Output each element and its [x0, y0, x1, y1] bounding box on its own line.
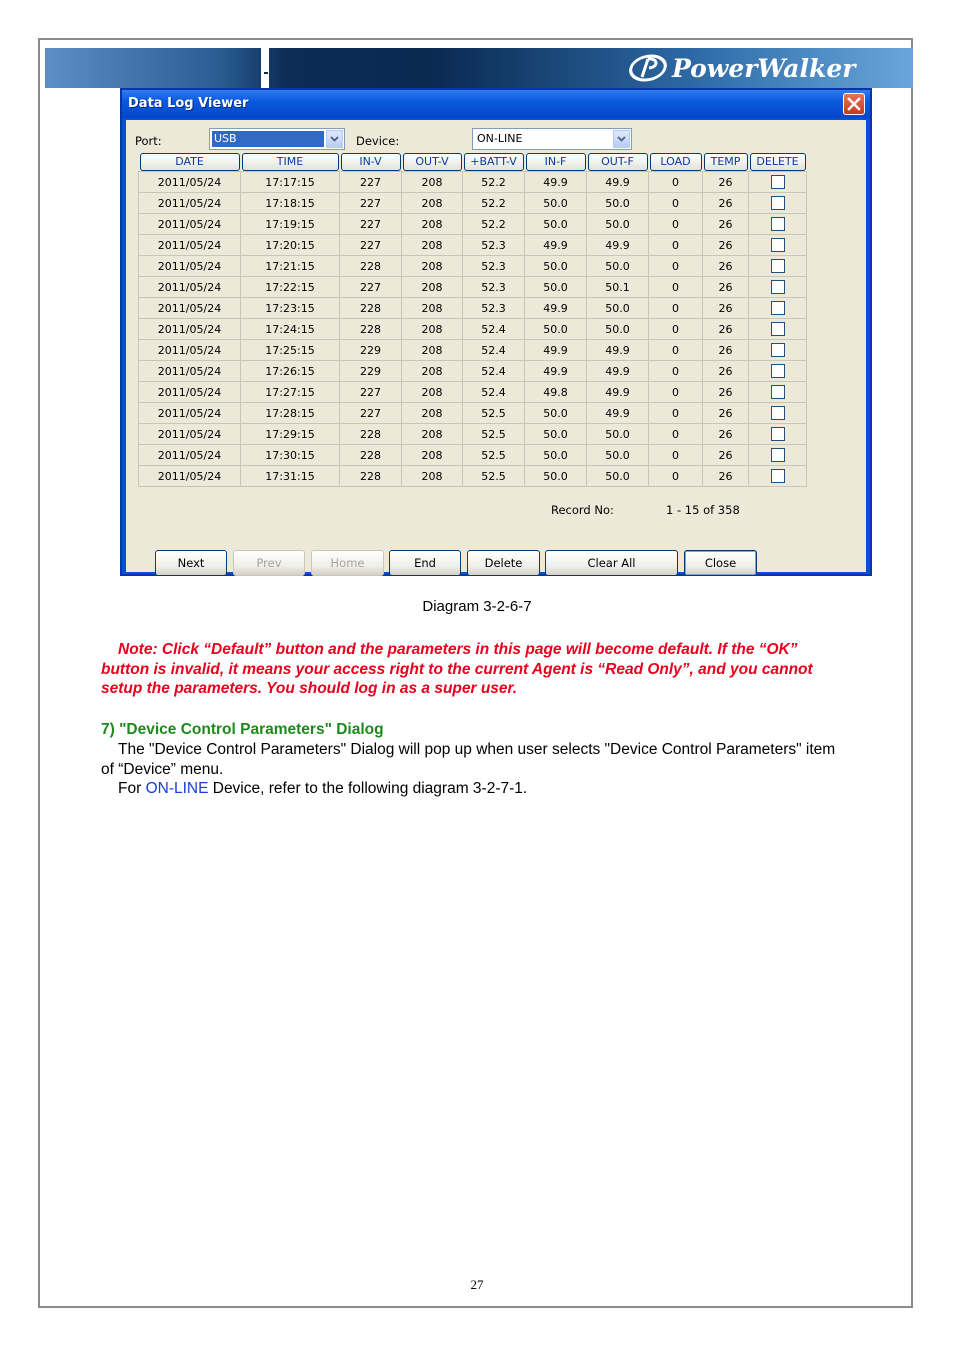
table-cell: 0 [649, 319, 703, 340]
table-cell: 17:29:15 [241, 424, 340, 445]
delete-cell [749, 235, 807, 256]
section-line-1 [101, 740, 841, 779]
table-cell: 0 [649, 382, 703, 403]
table-cell: 227 [340, 235, 402, 256]
table-cell: 208 [402, 277, 463, 298]
table-cell: 26 [703, 214, 749, 235]
column-header-button[interactable]: +BATT-V [464, 153, 524, 171]
table-cell: 2011/05/24 [139, 256, 241, 277]
table-cell: 17:28:15 [241, 403, 340, 424]
table-cell: 208 [402, 361, 463, 382]
table-cell: 52.3 [463, 277, 525, 298]
end-button[interactable]: End [389, 550, 461, 576]
table-cell: 52.5 [463, 466, 525, 487]
table-cell: 227 [340, 193, 402, 214]
table-cell: 26 [703, 466, 749, 487]
table-row [139, 340, 807, 361]
table-cell: 0 [649, 445, 703, 466]
chevron-down-icon [617, 136, 626, 142]
table-cell: 0 [649, 298, 703, 319]
header-notch-line [264, 72, 268, 74]
table-cell: 52.5 [463, 424, 525, 445]
table-cell: 26 [703, 298, 749, 319]
delete-cell [749, 466, 807, 487]
delete-checkbox[interactable] [771, 406, 785, 420]
table-cell: 50.0 [587, 256, 649, 277]
table-row [139, 319, 807, 340]
data-log-table [138, 152, 807, 487]
table-cell: 50.0 [525, 466, 587, 487]
diagram-caption: Diagram 3-2-6-7 [422, 598, 532, 615]
table-cell: 2011/05/24 [139, 361, 241, 382]
delete-checkbox[interactable] [771, 385, 785, 399]
table-cell: 52.2 [463, 214, 525, 235]
table-cell: 50.0 [525, 445, 587, 466]
column-header [402, 152, 463, 172]
column-header [587, 152, 649, 172]
table-cell: 227 [340, 382, 402, 403]
table-cell: 17:23:15 [241, 298, 340, 319]
table-cell: 228 [340, 424, 402, 445]
table-cell: 208 [402, 193, 463, 214]
column-header-button[interactable]: LOAD [650, 153, 702, 171]
table-cell: 208 [402, 298, 463, 319]
table-cell: 49.9 [525, 172, 587, 193]
delete-cell [749, 214, 807, 235]
delete-checkbox[interactable] [771, 280, 785, 294]
delete-checkbox[interactable] [771, 427, 785, 441]
table-cell: 50.0 [525, 214, 587, 235]
table-cell: 52.3 [463, 256, 525, 277]
column-header [139, 152, 241, 172]
table-cell: 208 [402, 340, 463, 361]
table-cell: 0 [649, 424, 703, 445]
table-cell: 208 [402, 403, 463, 424]
clear-all-button[interactable]: Clear All [545, 550, 678, 576]
header-notch [261, 48, 269, 88]
column-header-button[interactable]: DATE [140, 153, 240, 171]
table-cell: 229 [340, 340, 402, 361]
table-cell: 2011/05/24 [139, 340, 241, 361]
table-cell: 49.9 [587, 361, 649, 382]
device-dropdown-arrow[interactable] [613, 130, 630, 148]
column-header-button[interactable]: TIME [242, 153, 339, 171]
table-cell: 49.9 [587, 235, 649, 256]
table-cell: 26 [703, 319, 749, 340]
table-cell: 2011/05/24 [139, 319, 241, 340]
table-cell: 49.9 [587, 340, 649, 361]
table-cell: 52.4 [463, 340, 525, 361]
dialog-title: Data Log Viewer [128, 96, 249, 111]
home-button[interactable]: Home [311, 550, 384, 576]
column-header-button[interactable]: IN-F [526, 153, 586, 171]
line2-suffix: Device, refer to the following diagram 3-2-7-1. [208, 780, 528, 797]
table-cell: 208 [402, 235, 463, 256]
delete-cell [749, 256, 807, 277]
table-cell: 228 [340, 298, 402, 319]
section-body [101, 740, 841, 799]
table-cell: 50.0 [587, 424, 649, 445]
delete-button[interactable]: Delete [467, 550, 540, 576]
page-number: 27 [470, 1277, 484, 1292]
table-cell: 227 [340, 214, 402, 235]
table-cell: 50.0 [525, 424, 587, 445]
table-body [139, 172, 807, 487]
table-cell: 227 [340, 172, 402, 193]
delete-cell [749, 445, 807, 466]
table-cell: 49.8 [525, 382, 587, 403]
online-highlight: ON-LINE [145, 780, 209, 797]
column-header-button[interactable]: DELETE [750, 153, 806, 171]
delete-checkbox[interactable] [771, 448, 785, 462]
table-cell: 2011/05/24 [139, 214, 241, 235]
section-heading: 7) "Device Control Parameters" Dialog [101, 721, 384, 738]
table-cell: 2011/05/24 [139, 277, 241, 298]
powerwalker-logo [628, 52, 855, 84]
table-row [139, 403, 807, 424]
column-header [749, 152, 807, 172]
table-cell: 17:20:15 [241, 235, 340, 256]
table-cell: 2011/05/24 [139, 424, 241, 445]
table-cell: 49.9 [587, 403, 649, 424]
table-cell: 228 [340, 256, 402, 277]
table-cell: 26 [703, 235, 749, 256]
delete-cell [749, 424, 807, 445]
table-cell: 227 [340, 277, 402, 298]
port-label: Port: [135, 134, 162, 148]
table-cell: 50.0 [525, 193, 587, 214]
port-dropdown-arrow[interactable] [326, 130, 343, 148]
delete-checkbox[interactable] [771, 469, 785, 483]
table-cell: 17:25:15 [241, 340, 340, 361]
delete-checkbox[interactable] [771, 259, 785, 273]
table-cell: 2011/05/24 [139, 298, 241, 319]
port-select[interactable] [209, 128, 345, 150]
table-cell: 52.3 [463, 235, 525, 256]
column-header-button[interactable]: OUT-V [403, 153, 462, 171]
table-row [139, 466, 807, 487]
table-cell: 50.0 [525, 256, 587, 277]
table-cell: 50.0 [587, 466, 649, 487]
delete-cell [749, 340, 807, 361]
table-cell: 17:21:15 [241, 256, 340, 277]
table-cell: 2011/05/24 [139, 172, 241, 193]
table-cell: 26 [703, 340, 749, 361]
line2-prefix: For [118, 780, 146, 797]
table-cell: 227 [340, 403, 402, 424]
table-cell: 52.3 [463, 298, 525, 319]
delete-checkbox[interactable] [771, 364, 785, 378]
section-line-2 [101, 779, 841, 799]
table-cell: 2011/05/24 [139, 235, 241, 256]
table-cell: 228 [340, 466, 402, 487]
port-value: USB [212, 131, 324, 147]
close-button[interactable]: Close [684, 550, 757, 576]
table-cell: 208 [402, 466, 463, 487]
delete-checkbox[interactable] [771, 196, 785, 210]
delete-checkbox[interactable] [771, 217, 785, 231]
table-cell: 208 [402, 382, 463, 403]
table-row [139, 424, 807, 445]
table-cell: 208 [402, 445, 463, 466]
column-header [340, 152, 402, 172]
device-label: Device: [356, 134, 400, 148]
table-cell: 208 [402, 256, 463, 277]
table-cell: 0 [649, 277, 703, 298]
table-cell: 17:18:15 [241, 193, 340, 214]
table-cell: 50.0 [525, 277, 587, 298]
note-text: Note: Click “Default” button and the parameters in this page will become default. If the “OK” button is invalid, it means your access right to the current Agent is “Read Only”, and you cannot setup the parameters. You should log in as a super user. [101, 641, 813, 697]
table-cell: 50.0 [587, 445, 649, 466]
delete-cell [749, 361, 807, 382]
table-cell: 229 [340, 361, 402, 382]
table-cell: 52.5 [463, 445, 525, 466]
table-cell: 0 [649, 361, 703, 382]
delete-checkbox[interactable] [771, 301, 785, 315]
table-cell: 26 [703, 382, 749, 403]
table-cell: 228 [340, 319, 402, 340]
table-cell: 2011/05/24 [139, 466, 241, 487]
table-cell: 26 [703, 256, 749, 277]
table-cell: 49.9 [587, 172, 649, 193]
delete-checkbox[interactable] [771, 343, 785, 357]
delete-checkbox[interactable] [771, 175, 785, 189]
table-row [139, 445, 807, 466]
table-row [139, 193, 807, 214]
close-window-button[interactable] [843, 93, 865, 115]
table-row [139, 214, 807, 235]
table-cell: 0 [649, 340, 703, 361]
table-cell: 49.9 [525, 298, 587, 319]
table-cell: 52.5 [463, 403, 525, 424]
next-button[interactable]: Next [155, 550, 227, 576]
delete-checkbox[interactable] [771, 322, 785, 336]
table-cell: 2011/05/24 [139, 403, 241, 424]
table-cell: 208 [402, 214, 463, 235]
table-cell: 52.4 [463, 361, 525, 382]
table-cell: 17:24:15 [241, 319, 340, 340]
table-row [139, 382, 807, 403]
table-cell: 0 [649, 172, 703, 193]
table-cell: 26 [703, 277, 749, 298]
table-row [139, 277, 807, 298]
table-cell: 0 [649, 235, 703, 256]
table-cell: 50.0 [525, 319, 587, 340]
table-cell: 49.9 [587, 382, 649, 403]
dialog-client-area [126, 120, 866, 572]
table-cell: 50.0 [587, 319, 649, 340]
table-row [139, 235, 807, 256]
delete-cell [749, 403, 807, 424]
note-paragraph [101, 640, 841, 699]
table-cell: 26 [703, 403, 749, 424]
table-cell: 50.0 [587, 298, 649, 319]
column-header [649, 152, 703, 172]
table-cell: 228 [340, 445, 402, 466]
delete-cell [749, 193, 807, 214]
table-cell: 26 [703, 424, 749, 445]
table-cell: 2011/05/24 [139, 445, 241, 466]
table-header [139, 152, 807, 172]
table-cell: 17:19:15 [241, 214, 340, 235]
table-row [139, 298, 807, 319]
table-cell: 2011/05/24 [139, 193, 241, 214]
table-row [139, 172, 807, 193]
table-cell: 49.9 [525, 235, 587, 256]
table-cell: 2011/05/24 [139, 382, 241, 403]
table-cell: 50.0 [587, 214, 649, 235]
table-cell: 52.2 [463, 193, 525, 214]
table-cell: 26 [703, 172, 749, 193]
table-cell: 26 [703, 193, 749, 214]
table-cell: 17:30:15 [241, 445, 340, 466]
delete-cell [749, 277, 807, 298]
delete-cell [749, 298, 807, 319]
table-cell: 49.9 [525, 361, 587, 382]
column-header [463, 152, 525, 172]
column-header [241, 152, 340, 172]
column-header [703, 152, 749, 172]
table-cell: 49.9 [525, 340, 587, 361]
chevron-down-icon [330, 136, 339, 142]
table-cell: 26 [703, 445, 749, 466]
table-cell: 208 [402, 319, 463, 340]
column-header-button[interactable]: IN-V [341, 153, 401, 171]
prev-button[interactable]: Prev [233, 550, 305, 576]
table-cell: 0 [649, 466, 703, 487]
record-no-value: 1 - 15 of 358 [666, 503, 740, 517]
column-header [525, 152, 587, 172]
table-cell: 26 [703, 361, 749, 382]
column-header-button[interactable]: TEMP [704, 153, 748, 171]
delete-cell [749, 382, 807, 403]
table-cell: 208 [402, 172, 463, 193]
section-line-1-text: The "Device Control Parameters" Dialog will pop up when user selects "Device Control Parameters" item of “Device” menu. [101, 741, 836, 778]
close-icon [844, 94, 864, 114]
table-cell: 0 [649, 403, 703, 424]
table-cell: 50.0 [525, 403, 587, 424]
table-cell: 0 [649, 193, 703, 214]
table-cell: 52.4 [463, 319, 525, 340]
column-header-button[interactable]: OUT-F [588, 153, 648, 171]
table-cell: 0 [649, 256, 703, 277]
table-cell: 17:26:15 [241, 361, 340, 382]
table-cell: 52.2 [463, 172, 525, 193]
table-cell: 50.1 [587, 277, 649, 298]
table-cell: 17:17:15 [241, 172, 340, 193]
table-cell: 17:31:15 [241, 466, 340, 487]
delete-checkbox[interactable] [771, 238, 785, 252]
data-log-viewer-dialog [120, 88, 872, 576]
table-cell: 17:22:15 [241, 277, 340, 298]
logo-text: PowerWalker [672, 53, 856, 83]
table-cell: 52.4 [463, 382, 525, 403]
table-cell: 208 [402, 424, 463, 445]
delete-cell [749, 172, 807, 193]
table-row [139, 256, 807, 277]
delete-cell [749, 319, 807, 340]
table-cell: 50.0 [587, 193, 649, 214]
table-cell: 17:27:15 [241, 382, 340, 403]
device-select[interactable] [472, 128, 632, 150]
table-cell: 0 [649, 214, 703, 235]
table-row [139, 361, 807, 382]
dialog-titlebar[interactable] [122, 90, 870, 118]
device-value: ON-LINE [477, 132, 523, 145]
powerwalker-logo-icon [628, 53, 668, 83]
record-no-label: Record No: [551, 503, 614, 517]
